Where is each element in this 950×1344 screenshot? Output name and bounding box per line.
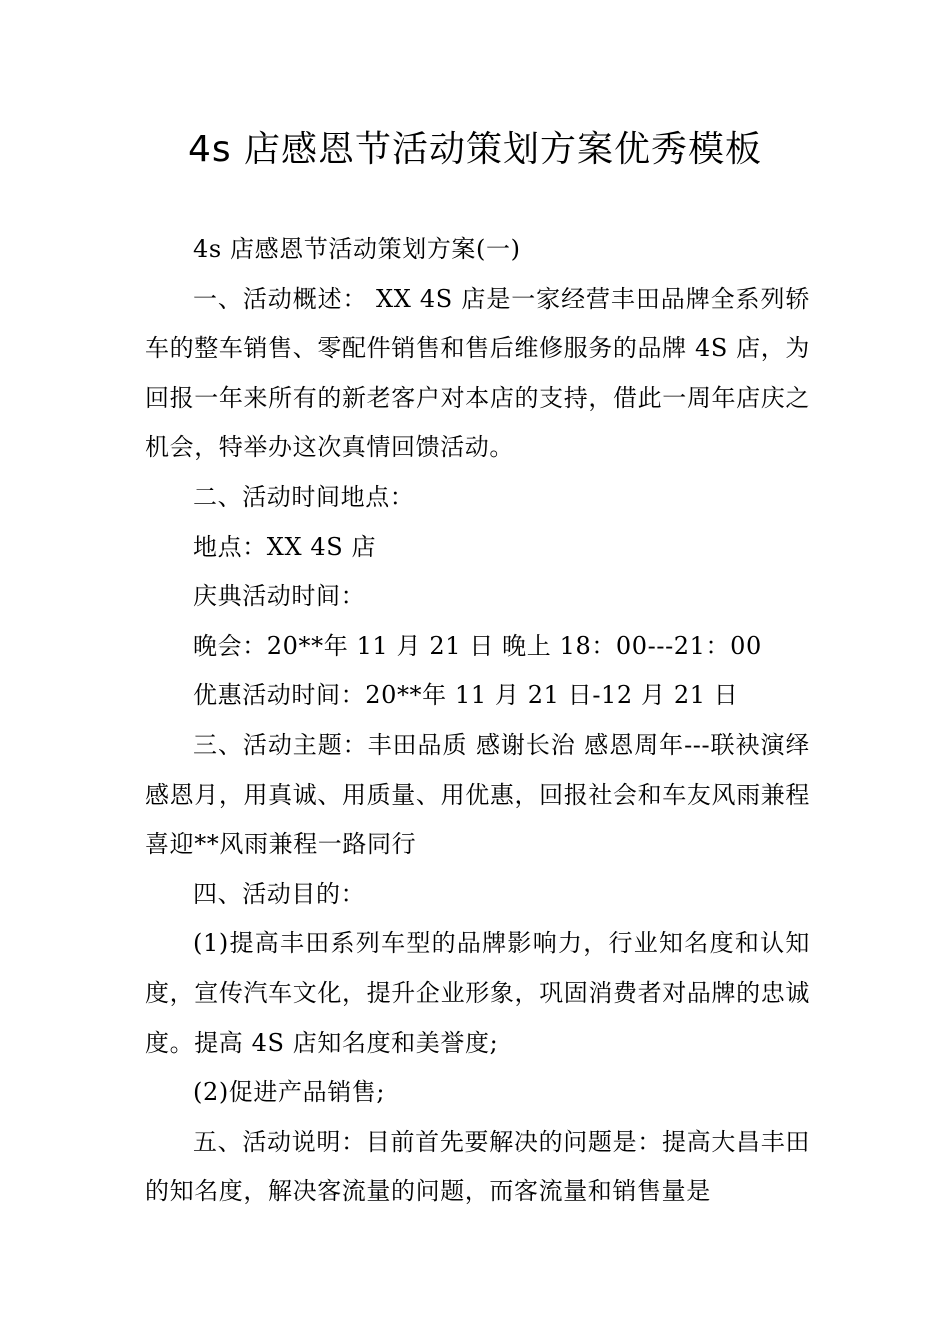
- paragraph-description: 五、活动说明：目前首先要解决的问题是：提高大昌丰田的知名度，解决客流量的问题，而客流量和销售量是: [145, 1127, 810, 1206]
- paragraph-purpose-1: (1)提高丰田系列车型的品牌影响力，行业知名度和认知度，宣传汽车文化，提升企业形象，巩固消费者对品牌的忠诚度。提高 4S 店知名度和美誉度;: [145, 929, 810, 1057]
- paragraph-purpose-heading: 四、活动目的：: [193, 879, 366, 908]
- paragraph-evening-party: 晚会：20**年 11 月 21 日 晚上 18：00---21：00: [193, 631, 762, 660]
- paragraph-purpose-2: (2)促进产品销售;: [193, 1078, 386, 1107]
- paragraph-location: 地点：XX 4S 店: [193, 532, 377, 561]
- paragraph-promotion-time: 优惠活动时间：20**年 11 月 21 日-12 月 21 日: [193, 681, 739, 710]
- document-body: [145, 225, 810, 1217]
- paragraph-celebration-time: 庆典活动时间：: [193, 582, 366, 611]
- document-title: 4s 店感恩节活动策划方案优秀模板: [187, 129, 763, 170]
- paragraph-subtitle: 4s 店感恩节活动策划方案(一): [193, 235, 521, 263]
- paragraph-overview: 一、活动概述： XX 4S 店是一家经营丰田品牌全系列轿车的整车销售、零配件销售和售后维修服务的品牌 4S 店，为回报一年来所有的新老客户对本店的支持，借此一周年店庆之机会，特举办这次真情回馈活动。: [145, 284, 810, 462]
- paragraph-theme: 三、活动主题：丰田品质 感谢长治 感恩周年---联袂演绎感恩月，用真诚、用质量、用优惠，回报社会和车友风雨兼程 喜迎**风雨兼程一路同行: [145, 730, 810, 859]
- paragraph-time-place-heading: 二、活动时间地点：: [193, 482, 415, 511]
